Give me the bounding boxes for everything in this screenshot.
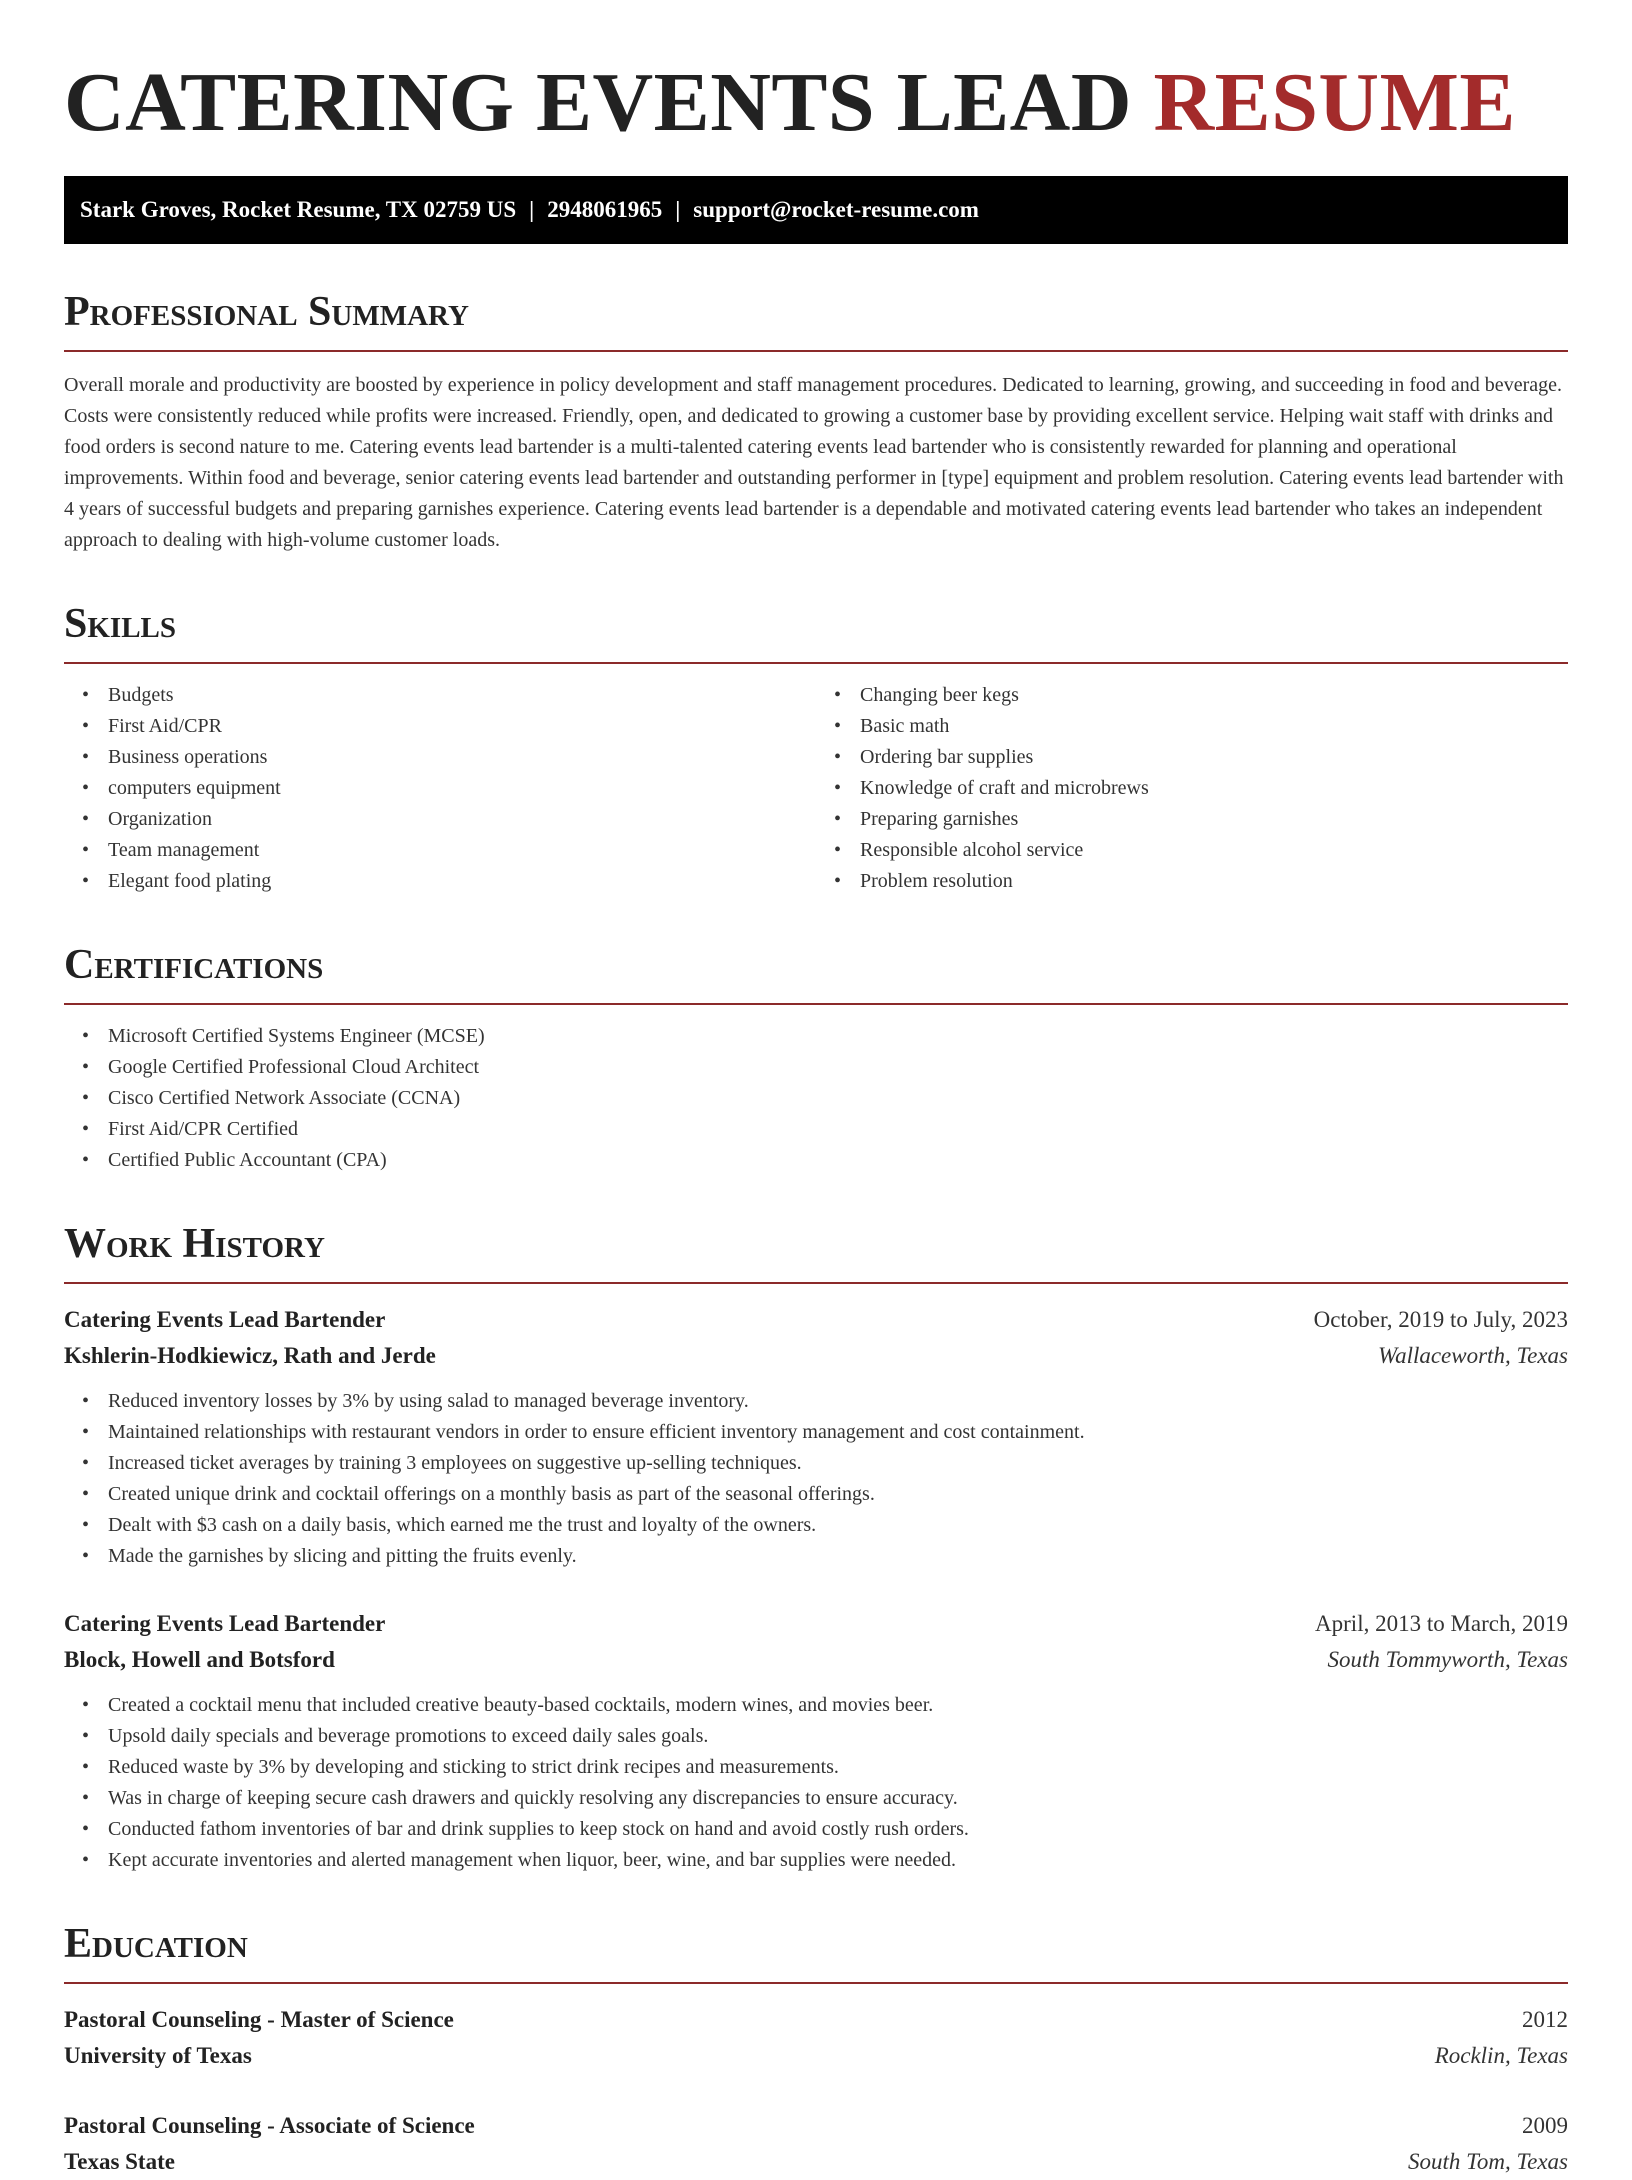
certifications-list [64,1021,1568,1176]
education-degree-row [64,2108,1568,2144]
certifications-heading: Certifications [64,941,1568,1005]
skill-item: • Team management [108,835,816,866]
education-degree: Pastoral Counseling - Master of Science [64,2007,454,2032]
contact-email[interactable]: support@rocket-resume.com [693,197,979,222]
certification-item: • Microsoft Certified Systems Engineer (MCSE) [108,1021,1568,1052]
skills-grid [64,664,1568,897]
contact-separator: | [675,197,681,222]
summary-text: Overall morale and productivity are boosted by experience in policy development and staff management procedures. Dedicated to learning, growing, and succeeding in food and beverage. Costs were consistently reduced while profits were increased. Friendly, open, and dedicated to growing a customer base by providing excellent service. Helping wait staff with drinks and food orders is second nature to me. Catering events lead bartender is a multi-talented catering events lead bartender who is consistently rewarded for planning and operational improvements. Within food and beverage, senior catering events lead bartender and outstanding performer in [type] equipment and problem resolution. Catering events lead bartender with 4 years of successful budgets and preparing garnishes experience. Catering events lead bartender is a dependable and motivated catering events lead bartender who takes an independent approach to dealing with high-volume customer loads. [64,374,1564,551]
job-location: Wallaceworth, Texas [1378,1343,1568,1368]
skill-item: • Budgets [108,680,816,711]
job-company-row [64,1642,1568,1678]
education-school-row [64,2144,1568,2180]
contact-phone: 2948061965 [547,197,663,222]
skills-column-right [816,664,1568,897]
certification-item: • Cisco Certified Network Associate (CCNA) [108,1083,1568,1114]
contact-address: Stark Groves, Rocket Resume, TX 02759 US [80,197,517,222]
job-bullets [64,1386,1568,1572]
job-bullet: • Maintained relationships with restaurant vendors in order to ensure efficient inventory management and cost containment. [108,1417,1568,1448]
skills-section [64,600,1568,897]
job-header-row [64,1606,1568,1642]
contact-bar [64,176,1568,244]
job-company: Block, Howell and Botsford [64,1647,335,1672]
job-bullet: • Created unique drink and cocktail offerings on a monthly basis as part of the seasonal offerings. [108,1479,1568,1510]
skill-item: • computers equipment [108,773,816,804]
work-history-heading: Work History [64,1220,1568,1284]
education-heading: Education [64,1920,1568,1984]
job-company: Kshlerin-Hodkiewicz, Rath and Jerde [64,1343,436,1368]
job-bullet: • Reduced inventory losses by 3% by using salad to managed beverage inventory. [108,1386,1568,1417]
skills-heading: Skills [64,600,1568,664]
skill-item: • Responsible alcohol service [860,835,1568,866]
job-entry [64,1302,1568,1572]
education-year: 2012 [1522,2007,1568,2032]
certification-item: • First Aid/CPR Certified [108,1114,1568,1145]
summary-section [64,288,1568,556]
skill-item: • Knowledge of craft and microbrews [860,773,1568,804]
work-history-section [64,1220,1568,1876]
certification-item: • Certified Public Accountant (CPA) [108,1145,1568,1176]
job-dates: April, 2013 to March, 2019 [1315,1611,1568,1636]
job-bullet: • Reduced waste by 3% by developing and sticking to strict drink recipes and measurements. [108,1752,1568,1783]
skills-list-right [816,680,1568,897]
job-bullet: • Made the garnishes by slicing and pitting the fruits evenly. [108,1541,1568,1572]
title-accent: RESUME [1153,56,1516,149]
job-bullet: • Kept accurate inventories and alerted management when liquor, beer, wine, and bar supplies were needed. [108,1845,1568,1876]
job-bullet: • Increased ticket averages by training 3 employees on suggestive up-selling techniques. [108,1448,1568,1479]
job-location: South Tommyworth, Texas [1327,1647,1568,1672]
education-entry [64,2108,1568,2180]
education-year: 2009 [1522,2113,1568,2138]
job-title: Catering Events Lead Bartender [64,1307,386,1332]
job-bullets [64,1690,1568,1876]
education-section [64,1920,1568,2180]
skill-item: • Business operations [108,742,816,773]
job-company-row [64,1338,1568,1374]
job-title: Catering Events Lead Bartender [64,1611,386,1636]
skill-item: • First Aid/CPR [108,711,816,742]
certifications-section [64,941,1568,1176]
education-degree-row [64,2002,1568,2038]
skill-item: • Problem resolution [860,866,1568,897]
education-school-row [64,2038,1568,2074]
resume-title [64,0,1568,176]
job-bullet: • Created a cocktail menu that included creative beauty-based cocktails, modern wines, and movies beer. [108,1690,1568,1721]
summary-heading: Professional Summary [64,288,1568,352]
skills-list-left [64,680,816,897]
job-dates: October, 2019 to July, 2023 [1313,1307,1568,1332]
skill-item: • Ordering bar supplies [860,742,1568,773]
job-bullet: • Dealt with $3 cash on a daily basis, which earned me the trust and loyalty of the owners. [108,1510,1568,1541]
certification-item: • Google Certified Professional Cloud Architect [108,1052,1568,1083]
skill-item: • Basic math [860,711,1568,742]
skill-item: • Organization [108,804,816,835]
education-entry [64,2002,1568,2074]
job-bullet: • Was in charge of keeping secure cash drawers and quickly resolving any discrepancies to ensure accuracy. [108,1783,1568,1814]
education-school: University of Texas [64,2043,252,2068]
skill-item: • Elegant food plating [108,866,816,897]
contact-separator: | [529,197,535,222]
job-entry [64,1606,1568,1876]
skills-column-left [64,664,816,897]
job-bullet: • Conducted fathom inventories of bar and drink supplies to keep stock on hand and avoid costly rush orders. [108,1814,1568,1845]
education-location: Rocklin, Texas [1434,2043,1568,2068]
education-school: Texas State [64,2149,175,2174]
education-location: South Tom, Texas [1408,2149,1568,2174]
title-main: CATERING EVENTS LEAD [64,56,1132,149]
skill-item: • Changing beer kegs [860,680,1568,711]
skill-item: • Preparing garnishes [860,804,1568,835]
job-bullet: • Upsold daily specials and beverage promotions to exceed daily sales goals. [108,1721,1568,1752]
job-header-row [64,1302,1568,1338]
education-degree: Pastoral Counseling - Associate of Science [64,2113,475,2138]
